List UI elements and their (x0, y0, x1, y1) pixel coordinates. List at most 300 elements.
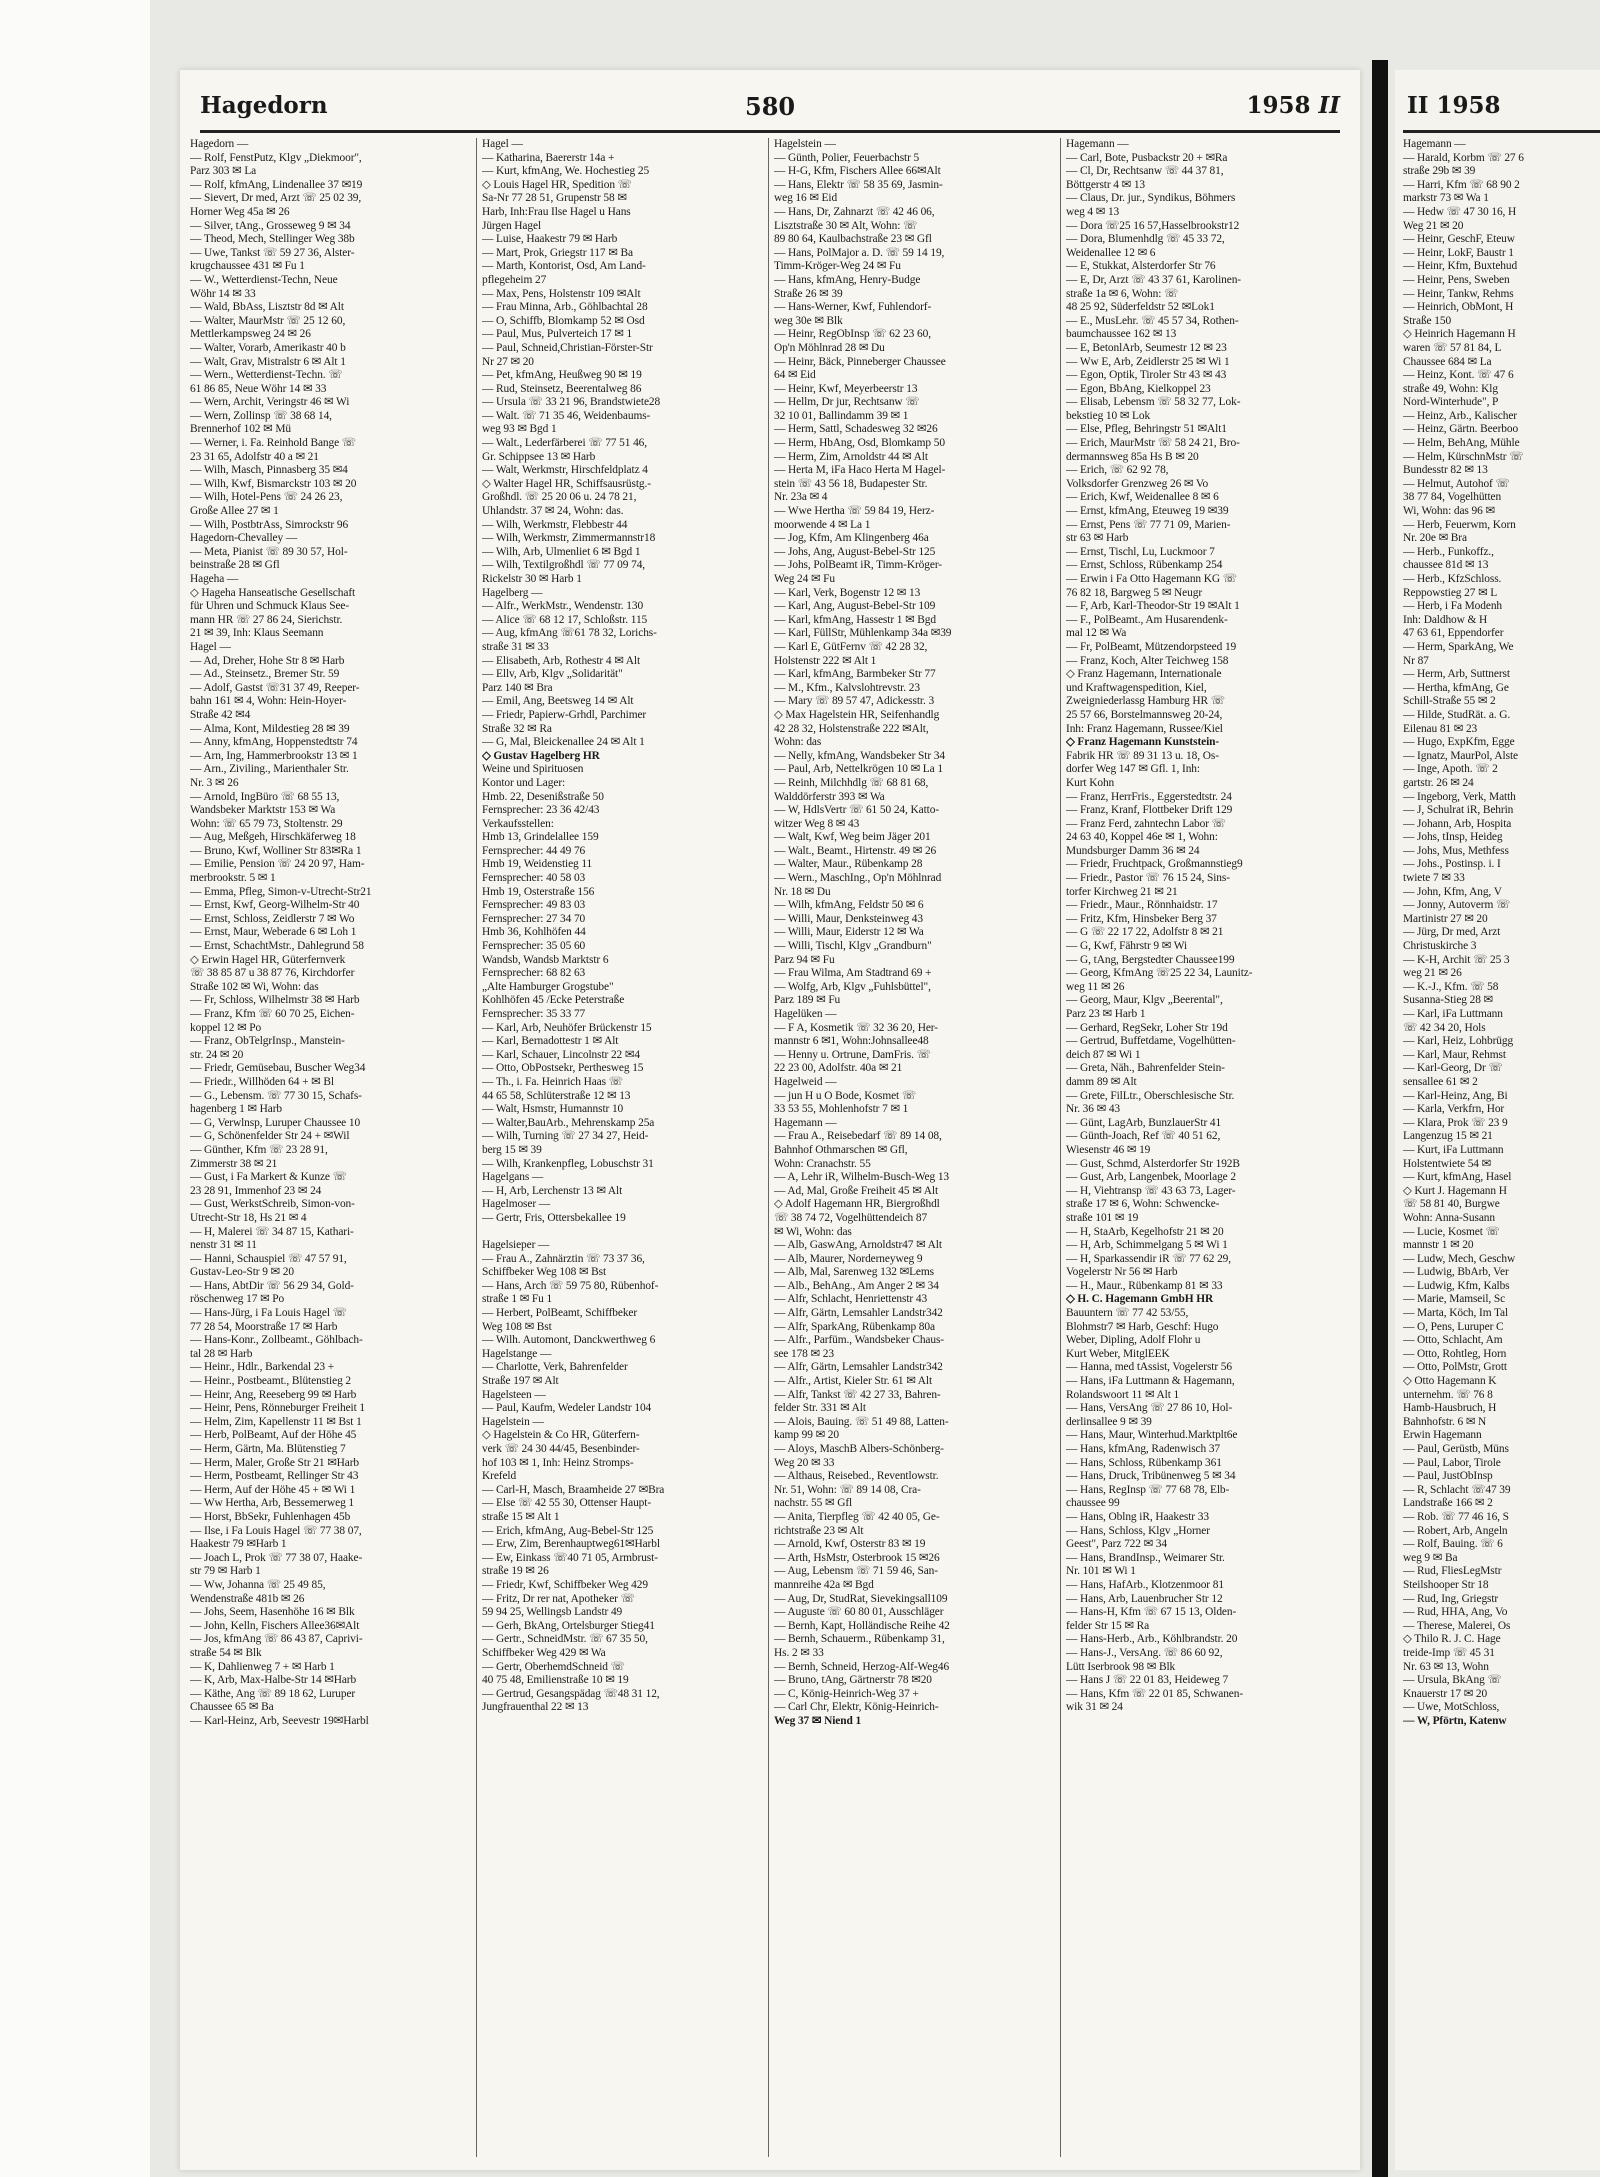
directory-entry-line: — Rud, Ing, Griegstr (1403, 1592, 1499, 1605)
directory-entry-line: — Ww, Johanna ☏ 25 49 85, (190, 1578, 326, 1591)
directory-entry-line: Nr. 3 ✉ 26 (190, 776, 239, 789)
directory-entry-line: — Claus, Dr. jur., Syndikus, Böhmers (1066, 192, 1236, 205)
directory-entry-line: Straße 197 ✉ Alt (482, 1375, 559, 1388)
column-2 (482, 138, 762, 2157)
directory-entry-line: — Günther, Kfm ☏ 23 28 91, (190, 1143, 328, 1156)
directory-entry-line: — Ww Hertha, Arb, Bessemerweg 1 (190, 1497, 355, 1510)
directory-entry-line: ◇ Gustav Hagelberg HR (482, 749, 600, 762)
directory-entry-line: — F., PolBeamt., Am Husarendenk- (1066, 613, 1228, 626)
directory-entry-line: — Hans-Herb., Arb., Köhlbrandstr. 20 (1066, 1633, 1238, 1646)
directory-entry-line: — Ludw, Mech, Geschw (1403, 1252, 1516, 1265)
directory-entry-line: Wandsb, Wandsb Marktstr 6 (482, 953, 609, 966)
directory-entry-line: Hagemann — (1066, 138, 1129, 150)
directory-entry-line: — Joach L, Prok ☏ 77 38 07, Haake- (190, 1551, 363, 1564)
directory-entry-line: — Carl Chr, Elektr, König-Heinrich- (774, 1701, 939, 1714)
directory-entry-line: 25 57 66, Borstelmannsweg 20-24, (1066, 708, 1223, 721)
facing-page-header: II 1958 (1407, 92, 1501, 119)
directory-entry-line: — Georg, Maur, Klgv „Beerental", (1066, 994, 1223, 1007)
page-number: 580 (745, 92, 796, 121)
directory-entry-line: wik 31 ✉ 24 (1066, 1701, 1123, 1714)
directory-entry-line: — Willi, Maur, Denksteinweg 43 (774, 912, 923, 925)
directory-entry-line: Nr. 23a ✉ 4 (774, 491, 828, 504)
directory-entry-line: — Wilh, Textilgroßhdl ☏ 77 09 74, (482, 559, 646, 572)
directory-entry-line: — A, Lehr iR, Wilhelm-Busch-Weg 13 (774, 1171, 950, 1184)
directory-entry-line: — Helm, Zim, Kapellenstr 11 ✉ Bst 1 (190, 1415, 362, 1428)
directory-entry-line: — Walt, Kwf, Weg beim Jäger 201 (774, 831, 931, 844)
directory-entry-line: Weg 20 ✉ 33 (774, 1456, 835, 1469)
directory-entry-line: Blohmstr7 ✉ Harb, Geschf: Hugo (1066, 1320, 1219, 1333)
directory-entry-line: — Willi, Maur, Eiderstr 12 ✉ Wa (774, 926, 924, 939)
directory-entry-line: — Alice ☏ 68 12 17, Schloßstr. 115 (482, 613, 648, 626)
directory-entry-line: Wi, Wohn: das 96 ✉ (1403, 505, 1495, 518)
directory-entry-line: Straße 26 ✉ 39 (774, 287, 843, 300)
directory-entry-line: bahn 161 ✉ 4, Wohn: Hein-Hoyer- (190, 695, 347, 708)
scan-margin (0, 0, 150, 2177)
directory-entry-line: — H, Arb, Schimmelgang 5 ✉ Wi 1 (1066, 1239, 1228, 1252)
directory-entry-line: straße 54 ✉ Blk (190, 1646, 262, 1659)
directory-entry-line: — Georg, KfmAng ☏25 22 34, Launitz- (1066, 967, 1253, 980)
directory-entry-line: — Herm, Arb, Suttnerst (1403, 668, 1510, 681)
directory-entry-line: — Karla, Verkfrn, Hor (1403, 1103, 1505, 1116)
directory-entry-line: Hagedorn — (190, 138, 249, 150)
directory-entry-line: Jürgen Hagel (482, 219, 542, 232)
directory-entry-line: — Alfr, Gärtn, Lemsahler Landstr342 (774, 1361, 943, 1374)
directory-entry-line: — Arn., Ziviling., Marienthaler Str. (190, 763, 349, 776)
directory-entry-line: Timm-Kröger-Weg 24 ✉ Fu (774, 260, 901, 273)
directory-entry-line: — G, tAng, Bergstedter Chaussee199 (1066, 953, 1235, 966)
directory-entry-line: — Lucie, Kosmet ☏ (1403, 1225, 1500, 1238)
directory-entry-line: — Hellm, Dr jur, Rechtsanw ☏ (774, 396, 920, 409)
directory-entry-line: — Otto, ObPostsekr, Perthesweg 15 (482, 1062, 644, 1075)
directory-entry-line: — G, Verwlnsp, Luruper Chaussee 10 (190, 1116, 361, 1129)
directory-entry-line: Bundesstr 82 ✉ 13 (1403, 464, 1488, 477)
directory-entry-line: Inh: Franz Hagemann, Russee/Kiel (1066, 722, 1223, 735)
directory-entry-line: — Herm, Maler, Große Str 21 ✉Harb (190, 1456, 360, 1469)
directory-entry-line: — Cl, Dr, Rechtsanw ☏ 44 37 81, (1066, 165, 1224, 178)
directory-entry-line: — Frau A., Zahnärztin ☏ 73 37 36, (482, 1252, 645, 1265)
directory-entry-line: — Heinr, Bäck, Pinneberger Chaussee (774, 355, 946, 368)
directory-entry-line: 40 75 48, Emilienstraße 10 ✉ 19 (482, 1674, 629, 1687)
directory-entry-line: 32 10 01, Ballindamm 39 ✉ 1 (774, 409, 909, 422)
directory-entry-line: — H., Maur., Rübenkamp 81 ✉ 33 (1066, 1279, 1223, 1292)
directory-entry-line: Kurt Kohn (1066, 776, 1115, 789)
directory-entry-line: — Johs, Seem, Hasenhöhe 16 ✉ Blk (190, 1606, 355, 1619)
directory-entry-line: — Herm, Auf der Höhe 45 + ✉ Wi 1 (190, 1483, 356, 1496)
directory-entry-line: — Karl-Georg, Dr ☏ (1403, 1062, 1503, 1075)
directory-entry-line: 42 28 32, Holstenstraße 222 ✉Alt, (774, 722, 929, 735)
directory-entry-line: — Ernst, Maur, Weberade 6 ✉ Loh 1 (190, 926, 357, 939)
directory-entry-line: — Herm, SparkAng, We (1403, 640, 1514, 653)
directory-entry-line: — Friedr., Pastor ☏ 76 15 24, Sins- (1066, 872, 1230, 885)
directory-entry-line: ◇ Erwin Hagel HR, Güterfernverk (190, 953, 346, 966)
directory-entry-line: ◇ Adolf Hagemann HR, Biergroßhdl (774, 1198, 940, 1211)
directory-entry-line: 23 28 91, Immenhof 23 ✉ 24 (190, 1184, 322, 1197)
directory-entry-line: — Helm, KürschnMstr ☏ (1403, 450, 1524, 463)
directory-entry-line: Uhlandstr. 37 ✉ 24, Wohn: das. (482, 505, 624, 518)
directory-entry-line: Hagelberg — (482, 586, 543, 599)
directory-entry-line: — Gust, WerkstSchreib, Simon-von- (190, 1198, 355, 1211)
directory-entry-line: — Wern, Zollinsp ☏ 38 68 14, (190, 409, 332, 422)
directory-entry-line: — Hans J ☏ 22 01 83, Heideweg 7 (1066, 1674, 1229, 1687)
directory-entry-line: — jun H u O Bode, Kosmet ☏ (774, 1089, 916, 1102)
directory-entry-line: — Anita, Tierpfleg ☏ 42 40 05, Ge- (774, 1510, 940, 1523)
directory-entry-line: ◇ Franz Hagemann, Internationale (1066, 668, 1222, 681)
directory-entry-line: straße 17 ✉ 6, Wohn: Schwencke- (1066, 1198, 1220, 1211)
directory-entry-line: — Ww E, Arb, Zeidlerstr 25 ✉ Wi 1 (1066, 355, 1230, 368)
directory-entry-line: — Paul, Gerüstb, Müns (1403, 1443, 1509, 1455)
directory-entry-line: Lisztstraße 30 ✉ Alt, Wohn: ☏ (774, 219, 918, 232)
directory-entry-line: Harb, Inh:Frau Ilse Hagel u Hans (482, 205, 631, 218)
directory-entry-line: Mettlerkampsweg 24 ✉ 26 (190, 328, 311, 341)
directory-entry-line: — Egon, BbAng, Kielkoppel 23 (1066, 382, 1211, 395)
directory-entry-line: — Elisabeth, Arb, Rothestr 4 ✉ Alt (482, 654, 641, 667)
directory-entry-line: — Franz, Koch, Alter Teichweg 158 (1066, 654, 1229, 667)
directory-entry-line: 77 28 54, Moorstraße 17 ✉ Harb (190, 1320, 338, 1333)
directory-entry-line: Volksdorfer Grenzweg 26 ✉ Vo (1066, 477, 1209, 490)
directory-entry-line: damm 89 ✉ Alt (1066, 1075, 1137, 1088)
directory-entry-line: Hmb 19, Weidenstieg 11 (482, 858, 593, 871)
directory-entry-line: Weidenallee 12 ✉ 6 (1066, 246, 1156, 259)
directory-entry-line: — G ☏ 22 17 22, Adolfstr 8 ✉ 21 (1066, 926, 1224, 939)
directory-entry-line: — Aug, Lebensm ☏ 71 59 46, San- (774, 1565, 938, 1578)
directory-entry-line: Fernsprecher: 49 83 03 (482, 899, 586, 912)
directory-entry-line: — Ernst, Pens ☏ 77 71 09, Marien- (1066, 518, 1231, 531)
directory-entry-line: — J, Schulrat iR, Behrin (1403, 804, 1514, 817)
directory-entry-line: chaussee 99 (1066, 1497, 1120, 1510)
directory-entry-line: — K-H, Archit ☏ 25 3 (1403, 953, 1510, 966)
directory-entry-line: — Franz, ObTelgrInsp., Manstein- (190, 1035, 345, 1048)
directory-entry-line: — Franz Ferd, zahntechn Labor ☏ (1066, 817, 1226, 830)
directory-entry-line: — K.-J., Kfm. ☏ 58 (1403, 980, 1499, 993)
directory-entry-line: weg 93 ✉ Bgd 1 (482, 423, 557, 436)
directory-entry-line: — Gertr., SchneidMstr. ☏ 67 35 50, (482, 1633, 648, 1646)
directory-entry-line: — Katharina, Baererstr 14a + (482, 151, 615, 164)
directory-entry-line: 64 ✉ Eid (774, 369, 816, 382)
directory-entry-line: — Franz, Kranf, Flottbeker Drift 129 (1066, 804, 1233, 817)
directory-entry-line: — Karl, Schauer, Lincolnstr 22 ✉4 (482, 1048, 640, 1061)
directory-entry-line: — Alma, Kont, Mildestieg 28 ✉ 39 (190, 722, 350, 735)
directory-entry-line: — Hans, Dr, Zahnarzt ☏ 42 46 06, (774, 205, 935, 218)
directory-entry-line: — W, Pförtn, Katenw (1403, 1714, 1507, 1727)
directory-entry-line: mannstr 6 ✉1, Wohn:Johnsallee48 (774, 1035, 929, 1048)
directory-entry-line: — Marta, Köch, Im Tal (1403, 1307, 1509, 1320)
directory-entry-line: Weine und Spirituosen (482, 763, 584, 776)
directory-entry-line: — W., Wetterdienst-Techn, Neue (190, 273, 338, 286)
directory-entry-line: — Wern., Wetterdienst-Techn. ☏ (190, 369, 343, 382)
directory-entry-line: — Hans, Elektr ☏ 58 35 69, Jasmin- (774, 178, 943, 191)
directory-entry-line: Hagelsieper — (482, 1239, 550, 1252)
directory-entry-line: — Wwe Hertha ☏ 59 84 19, Herz- (774, 505, 935, 518)
directory-entry-line: felder Str 15 ✉ Ra (1066, 1619, 1150, 1632)
directory-entry-line: Langenzug 15 ✉ 21 (1403, 1130, 1493, 1143)
directory-entry-line: straße 49, Wohn: Klg (1403, 382, 1498, 395)
directory-entry-line: ◇ H. C. Hagemann GmbH HR (1066, 1293, 1214, 1306)
directory-entry-line: — Paul, Schneid,Christian-Förster-Str (482, 341, 653, 354)
directory-entry-line: — Inge, Apoth. ☏ 2 (1403, 763, 1498, 776)
directory-entry-line: straße 19 ✉ 26 (482, 1565, 549, 1578)
directory-entry-line: — Emil, Ang, Beetsweg 14 ✉ Alt (482, 695, 634, 708)
directory-entry-line: Brennerhof 102 ✉ Mü (190, 423, 291, 436)
directory-entry-line: Hmb. 22, Desenißstraße 50 (482, 790, 604, 803)
directory-entry-line: krugchaussee 431 ✉ Fu 1 (190, 260, 305, 273)
directory-entry-line: Fabrik HR ☏ 89 31 13 u. 18, Os- (1066, 749, 1219, 762)
directory-entry-line: — Arnold, Kwf, Osterstr 83 ✉ 19 (774, 1538, 926, 1551)
directory-entry-line: beinstraße 28 ✉ Gfl (190, 559, 280, 572)
directory-entry-line: — Jog, Kfm, Am Klingenberg 46a (774, 532, 929, 545)
directory-entry-line: Hagel — (190, 640, 231, 653)
directory-entry-line: Großhdl. ☏ 25 20 06 u. 24 78 21, (482, 491, 637, 504)
directory-entry-line: — Gust, i Fa Markert & Kunze ☏ (190, 1171, 347, 1184)
directory-entry-line: — Emma, Pfleg, Simon-v-Utrecht-Str21 (190, 885, 372, 898)
directory-entry-line: Hagelgans — (482, 1171, 544, 1184)
directory-entry-line: — Franz, HerrFris., Eggerstedtstr. 24 (1066, 790, 1232, 803)
directory-entry-line: — Walter, MaurMstr ☏ 25 12 60, (190, 314, 346, 327)
directory-entry-line: tal 28 ✉ Harb (190, 1347, 253, 1360)
directory-entry-line: — Anny, kfmAng, Hoppenstedtstr 74 (190, 736, 358, 749)
directory-entry-line: stein ☏ 43 56 18, Budapester Str. (774, 477, 928, 490)
directory-entry-line: Kontor und Lager: (482, 776, 566, 789)
directory-entry-line: — Hans, PolMajor a. D. ☏ 59 14 19, (774, 246, 945, 259)
directory-entry-line: — Ludwig, BbArb, Ver (1403, 1266, 1509, 1279)
directory-entry-line: — Karl-Heinz, Ang, Bi (1403, 1089, 1508, 1102)
directory-entry-line: Steilshooper Str 18 (1403, 1578, 1489, 1591)
directory-entry-line: — Erich, Kwf, Weidenallee 8 ✉ 6 (1066, 491, 1219, 504)
directory-entry-line: — O, Pens, Luruper C (1403, 1320, 1504, 1333)
directory-entry-line: — Hugo, ExpKfm, Egge (1403, 736, 1515, 749)
directory-entry-line: — Alfr, Tankst ☏ 42 27 33, Bahren- (774, 1388, 941, 1401)
directory-entry-line: derlinsallee 9 ✉ 39 (1066, 1415, 1152, 1428)
directory-entry-line: berg 15 ✉ 39 (482, 1143, 542, 1156)
directory-entry-line: Chaussee 684 ✉ La (1403, 355, 1492, 368)
directory-entry-line: — Walt., Beamt., Hirtenstr. 49 ✉ 26 (774, 844, 937, 857)
directory-entry-line: — Heinr, Pens, Rönneburger Freiheit 1 (190, 1402, 366, 1415)
directory-entry-line: Jungfrauenthal 22 ✉ 13 (482, 1701, 589, 1714)
directory-entry-line: — Erw, Zim, Berenhauptweg61✉Harbl (482, 1538, 660, 1551)
directory-entry-line: Fernsprecher: 68 82 63 (482, 967, 586, 980)
facing-page-column (1403, 138, 1600, 2157)
directory-entry-line: weg 30e ✉ Blk (774, 314, 843, 327)
directory-entry-line: — Friedr., Maur., Rönnhaidstr. 17 (1066, 899, 1218, 912)
directory-entry-line: Chaussee 65 ✉ Ba (190, 1701, 274, 1714)
directory-entry-line: — G, Mal, Bleickenallee 24 ✉ Alt 1 (482, 736, 645, 749)
directory-entry-line: — Fritz, Kfm, Hinsbeker Berg 37 (1066, 912, 1217, 925)
directory-entry-line: str 63 ✉ Harb (1066, 532, 1129, 545)
directory-entry-line: ☏ 38 85 87 u 38 87 76, Kirchdorfer (190, 967, 355, 980)
directory-entry-line: — Friedr., Willhöden 64 + ✉ Bl (190, 1075, 334, 1088)
directory-entry-line: Knauerstr 17 ✉ 20 (1403, 1687, 1488, 1700)
directory-entry-line: und Kraftwagenspedition, Kiel, (1066, 681, 1207, 694)
directory-entry-line: Lütt Iserbrook 98 ✉ Blk (1066, 1660, 1176, 1673)
directory-entry-line: — Nelly, kfmAng, Wandsbeker Str 34 (774, 749, 945, 762)
directory-entry-line: — Gertr, OberhemdSchneid ☏ (482, 1660, 625, 1673)
directory-entry-line: hagenberg 1 ✉ Harb (190, 1103, 282, 1116)
directory-entry-line: — Hans, BrandInsp., Weimarer Str. (1066, 1551, 1225, 1564)
directory-entry-line: — Alb, Mal, Sarenweg 132 ✉Lems (774, 1266, 934, 1279)
directory-entry-line: dermannsweg 85a Hs B ✉ 20 (1066, 450, 1199, 463)
directory-entry-line: — Friedr, Papierw-Grhdl, Parchimer (482, 708, 647, 721)
directory-entry-line: weg 11 ✉ 26 (1066, 980, 1125, 993)
directory-entry-line: — Hans, Druck, Tribünenweg 5 ✉ 34 (1066, 1470, 1236, 1483)
directory-entry-line: — Aloys, MaschB Albers-Schönberg- (774, 1443, 944, 1455)
directory-entry-line: — Karl, Maur, Rehmst (1403, 1048, 1506, 1061)
directory-entry-line: — Karl, Ang, August-Bebel-Str 109 (774, 600, 936, 613)
directory-entry-line: — Aug, Dr, StudRat, Sievekingsall109 (774, 1592, 948, 1605)
directory-entry-line: pflegeheim 27 (482, 273, 547, 286)
directory-entry-line: — Althaus, Reisebed., Reventlowstr. (774, 1470, 939, 1483)
directory-entry-line: — Emilie, Pension ☏ 24 20 97, Ham- (190, 858, 365, 871)
directory-entry-line: — Alfr, SparkAng, Rübenkamp 80a (774, 1320, 935, 1333)
directory-entry-line: weg 16 ✉ Eid (774, 192, 838, 205)
directory-entry-line: — Johs., Postinsp. i. I (1403, 858, 1501, 871)
directory-entry-line: — Alfr., WerkMstr., Wendenstr. 130 (482, 600, 644, 613)
directory-entry-line: — Henny u. Ortrune, DamFris. ☏ (774, 1048, 931, 1061)
directory-entry-line: — Ursula, BkAng ☏ (1403, 1674, 1502, 1687)
directory-entry-line: — Frau Minna, Arb., Göhlbachtal 28 (482, 301, 648, 314)
directory-entry-line: Op'n Möhlnrad 28 ✉ Du (774, 341, 885, 354)
header-rule (200, 130, 1340, 133)
directory-entry-line: Wohn: Anna-Susann (1403, 1211, 1495, 1224)
directory-entry-line: — Karl, Arb, Neuhöfer Brückenstr 15 (482, 1021, 652, 1034)
directory-entry-line: 21 ✉ 39, Inh: Klaus Seemann (190, 627, 324, 640)
directory-entry-line: — Erich, ☏ 62 92 78, (1066, 464, 1169, 477)
directory-entry-line: — Marth, Kontorist, Osd, Am Land- (482, 260, 646, 273)
directory-entry-line: — Hans, AbtDir ☏ 56 29 34, Gold- (190, 1279, 354, 1292)
directory-entry-line: straße 1a ✉ 6, Wohn: ☏ (1066, 287, 1179, 300)
directory-entry-line: — Gertrud, Buffetdame, Vogelhütten- (1066, 1035, 1236, 1048)
directory-entry-line: — Harald, Korbm ☏ 27 6 (1403, 151, 1524, 164)
directory-entry-line: — Heinr, Ang, Reeseberg 99 ✉ Harb (190, 1388, 357, 1401)
directory-entry-line: — Käthe, Ang ☏ 89 18 62, Luruper (190, 1687, 356, 1700)
directory-entry-line: — Rob. ☏ 77 46 16, S (1403, 1510, 1509, 1523)
directory-entry-line: — Ludwig, Kfm, Kalbs (1403, 1279, 1510, 1292)
directory-entry-line: — Heinr, Kfm, Buxtehud (1403, 260, 1518, 273)
directory-entry-line: Hagelstein — (774, 138, 836, 150)
directory-entry-line: ◇ Louis Hagel HR, Spedition ☏ (482, 178, 632, 191)
directory-entry-line: 22 23 00, Adolfstr. 40a ✉ 21 (774, 1062, 903, 1075)
facing-header-rule (1403, 130, 1600, 133)
directory-entry-line: Hagel — (482, 138, 523, 150)
directory-entry-line: — Heinr., Postbeamt., Blütenstieg 2 (190, 1375, 352, 1388)
directory-entry-line: — F, Arb, Karl-Theodor-Str 19 ✉Alt 1 (1066, 600, 1240, 613)
directory-entry-line: — Mary ☏ 89 57 47, Adickesstr. 3 (774, 695, 935, 708)
directory-entry-line: — Rud, HHA, Ang, Vo (1403, 1606, 1508, 1619)
directory-entry-line: — G, Kwf, Fährstr 9 ✉ Wi (1066, 940, 1188, 953)
directory-entry-line: — O, Schiffb, Blomkamp 52 ✉ Osd (482, 314, 645, 327)
directory-entry-line: — R, Schlacht ☏47 39 (1403, 1483, 1511, 1496)
directory-entry-line: Sa-Nr 77 28 51, Grupenstr 58 ✉ (482, 192, 627, 205)
directory-entry-line: — Helmut, Autohof ☏ (1403, 477, 1510, 490)
directory-entry-line: — Wilh, Masch, Pinnasberg 35 ✉4 (190, 464, 348, 477)
directory-entry-line: mannstr 1 ✉ 20 (1403, 1239, 1474, 1252)
directory-entry-line: weg 21 ✉ 26 (1403, 967, 1462, 980)
directory-entry-line: Wendenstraße 481b ✉ 26 (190, 1592, 305, 1605)
directory-entry-line: Parz 94 ✉ Fu (774, 953, 835, 966)
directory-entry-line: — Hans-Konr., Zollbeamt., Göhlbach- (190, 1334, 363, 1347)
directory-entry-line: — Frau Wilma, Am Stadtrand 69 + (774, 967, 932, 980)
directory-entry-line: — Heinz, Arb., Kalischer (1403, 409, 1518, 422)
directory-entry-line: — Karl, kfmAng, Hassestr 1 ✉ Bgd (774, 613, 936, 626)
column-divider (768, 138, 769, 2157)
directory-entry-line: chaussee 81d ✉ 13 (1403, 559, 1489, 572)
directory-entry-line: — Hans, VersAng ☏ 27 86 10, Hol- (1066, 1402, 1233, 1415)
directory-entry-line: Weg 37 ✉ Niend 1 (774, 1714, 862, 1727)
directory-entry-line: — Rolf, kfmAng, Lindenallee 37 ✉19 (190, 178, 363, 191)
directory-entry-line: — Otto, PolMstr, Grott (1403, 1361, 1507, 1374)
directory-entry-line: — Luise, Haakestr 79 ✉ Harb (482, 233, 618, 246)
directory-entry-line: — Wilh, Werkmstr, Zimmermannstr18 (482, 532, 656, 545)
directory-entry-line: — Wald, BbAss, Lisztstr 8d ✉ Alt (190, 301, 344, 314)
directory-entry-line: Zweigniederlassg Hamburg HR ☏ (1066, 695, 1225, 708)
directory-entry-line: — Grete, FilLtr., Oberschlesische Str. (1066, 1089, 1235, 1102)
directory-entry-line: Gustav-Leo-Str 9 ✉ 20 (190, 1266, 294, 1279)
directory-entry-line: Schill-Straße 55 ✉ 2 (1403, 695, 1496, 708)
directory-entry-line: treide-Imp ☏ 45 31 (1403, 1646, 1495, 1659)
directory-entry-line: ◇ Franz Hagemann Kunststein- (1066, 736, 1220, 749)
directory-entry-line: — Walt, Hsmstr, Humannstr 10 (482, 1103, 624, 1116)
directory-entry-line: — Uwe, Tankst ☏ 59 27 36, Alster- (190, 246, 355, 259)
directory-entry-line: mannreihe 42a ✉ Bgd (774, 1578, 874, 1591)
directory-entry-line: — Wilh, Kwf, Bismarckstr 103 ✉ 20 (190, 477, 357, 490)
directory-entry-line: Haakestr 79 ✉Harb 1 (190, 1538, 287, 1551)
directory-entry-line: Weg 21 ✉ 20 (1403, 219, 1464, 232)
directory-entry-line: — Wilh, PostbtrAss, Simrockstr 96 (190, 518, 349, 531)
directory-entry-line: — H, StaArb, Kegelhofstr 21 ✉ 20 (1066, 1225, 1224, 1238)
directory-entry-line: — Kurt, iFa Luttmann (1403, 1143, 1504, 1156)
directory-entry-line: — Fritz, Dr rer nat, Apotheker ☏ (482, 1592, 635, 1605)
directory-entry-line: — Gerhard, RegSekr, Loher Str 19d (1066, 1021, 1228, 1034)
directory-entry-line: torfer Kirchweg 21 ✉ 21 (1066, 885, 1178, 898)
directory-entry-line: hof 103 ✉ 1, Inh: Heinz Stromps- (482, 1456, 634, 1469)
directory-entry-line: — Walt., Lederfärberei ☏ 77 51 46, (482, 437, 648, 450)
directory-entry-line: — G., Lebensm. ☏ 77 30 15, Schafs- (190, 1089, 362, 1102)
directory-entry-line: — Willi, Tischl, Klgv „Grandburn" (774, 940, 932, 953)
directory-entry-line: — Else, Pfleg, Behringstr 51 ✉Alt1 (1066, 423, 1227, 436)
directory-entry-line: — Paul, JustObInsp (1403, 1470, 1493, 1483)
directory-entry-line: ✉ Wi, Wohn: das (774, 1225, 852, 1238)
directory-entry-line: — C, König-Heinrich-Weg 37 + (774, 1687, 919, 1700)
directory-entry-line: — Heinr, Tankw, Rehms (1403, 287, 1514, 300)
directory-entry-line: Hagelsteen — (482, 1388, 546, 1401)
directory-entry-line: mann HR ☏ 27 86 24, Sierichstr. (190, 613, 343, 626)
directory-entry-line: — Heinr, LokF, Baustr 1 (1403, 246, 1514, 259)
directory-entry-line: — Erich, kfmAng, Aug-Bebel-Str 125 (482, 1524, 654, 1537)
directory-entry-line: — Jürg, Dr med, Arzt (1403, 926, 1501, 939)
directory-entry-line: — Rolf, FenstPutz, Klgv „Diekmoor", (190, 151, 362, 164)
directory-entry-line: baumchaussee 162 ✉ 13 (1066, 328, 1177, 341)
running-head-year: 1958 II (1246, 92, 1340, 119)
directory-entry-line: — Pet, kfmAng, Heußweg 90 ✉ 19 (482, 369, 642, 382)
directory-entry-line: nenstr 31 ✉ 11 (190, 1239, 257, 1252)
directory-entry-line: — Günth, Polier, Feuerbachstr 5 (774, 151, 920, 164)
directory-entry-line: str 79 ✉ Harb 1 (190, 1565, 261, 1578)
directory-entry-line: Nr. 18 ✉ Du (774, 885, 831, 898)
directory-entry-line: 23 31 65, Adolfstr 40 a ✉ 21 (190, 450, 319, 463)
directory-entry-line: — Karl, iFa Luttmann (1403, 1008, 1503, 1020)
directory-entry-line: — K, Arb, Max-Halbe-Str 14 ✉Harb (190, 1674, 357, 1687)
directory-entry-line: — Paul, Arb, Nettelkrögen 10 ✉ La 1 (774, 763, 943, 776)
directory-entry-line: — Karl, Heiz, Lohbrügg (1403, 1035, 1514, 1048)
directory-entry-line: Holstenstr 222 ✉ Alt 1 (774, 654, 877, 667)
directory-entry-line: Nr. 36 ✉ 43 (1066, 1103, 1121, 1116)
directory-entry-line: ☏ 42 34 20, Hols (1403, 1021, 1486, 1034)
directory-entry-line: straße 15 ✉ Alt 1 (482, 1510, 560, 1523)
directory-entry-line: Weber, Dipling, Adolf Flohr u (1066, 1334, 1201, 1347)
directory-entry-line: Hmb 13, Grindelallee 159 (482, 831, 599, 844)
book-gutter (1372, 60, 1388, 2177)
directory-entry-line: — Walt, Werkmstr, Hirschfeldplatz 4 (482, 464, 648, 477)
directory-entry-line: — Heinrich, ObMont, H (1403, 301, 1514, 314)
directory-entry-line: straße 29b ✉ 39 (1403, 165, 1476, 178)
